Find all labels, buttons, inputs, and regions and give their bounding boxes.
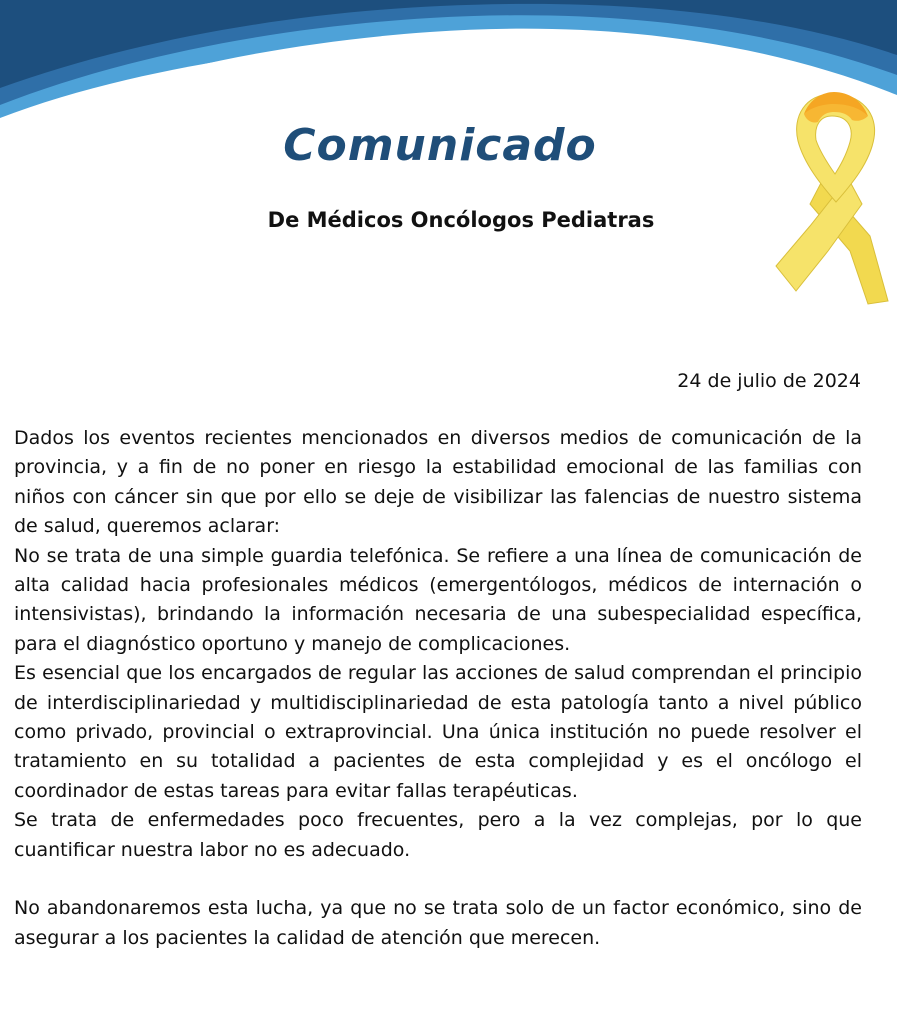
paragraph-closing: No abandonaremos esta lucha, ya que no se trata solo de un factor económico, sino de asegurar a los pacientes la calidad de atención que merecen. [14, 897, 862, 949]
page-subtitle: De Médicos Oncólogos Pediatras [267, 208, 655, 232]
paragraph-rare-diseases: Se trata de enfermedades poco frecuentes, pero a la vez complejas, por lo que cuantificar nuestra labor no es adecuado. [14, 809, 862, 861]
page-title: Comunicado [283, 120, 597, 171]
document-body [14, 424, 862, 953]
document-date: 24 de julio de 2024 [677, 370, 861, 392]
paragraph-interdisciplinary: Es esencial que los encargados de regular las acciones de salud comprendan el principio de interdisciplinariedad y multidisciplinariedad de esta patología tanto a nivel público como privado, provincial o extraprovincial. Una única institución no puede resolver el tratamiento en su totalidad a pacientes de esta complejidad y es el oncólogo el coordinador de estas tareas para evitar fallas terapéuticas. [14, 662, 862, 802]
awareness-ribbon-icon [770, 86, 894, 306]
paragraph-hotline: No se trata de una simple guardia telefónica. Se refiere a una línea de comunicación de alta calidad hacia profesionales médicos (emergentólogos, médicos de internación o intensivistas), brindando la información necesaria de una subespecialidad específica, para el diagnóstico oportuno y manejo de complicaciones. [14, 544, 862, 655]
paragraph-intro: Dados los eventos recientes mencionados en diversos medios de comunicación de la provincia, y a fin de no poner en riesgo la estabilidad emocional de las familias con niños con cáncer sin que por ello se deje de visibilizar las falencias de nuestro sistema de salud, queremos aclarar: [14, 427, 862, 538]
